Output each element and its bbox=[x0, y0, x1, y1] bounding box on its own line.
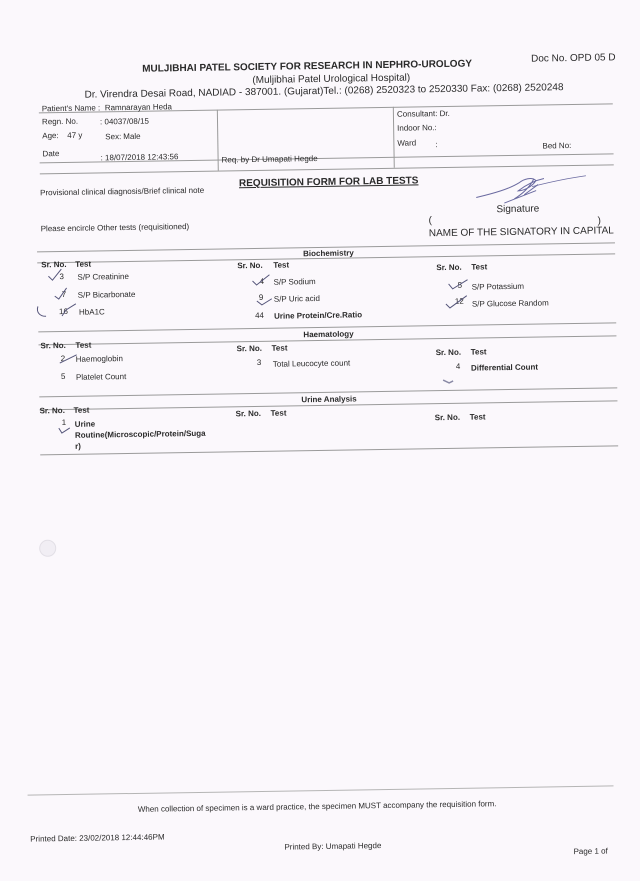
footer-note: When collection of specimen is a ward practice, the specimen MUST accompany the requisition form. bbox=[137, 799, 497, 814]
requested-by: Req. by Dr Umapati Hegde bbox=[221, 154, 318, 165]
col-header-sr: Sr. No. bbox=[41, 259, 67, 270]
other-tests-note: Please encircle Other tests (requisitioned) bbox=[40, 222, 190, 234]
test-name: S/P Potassium bbox=[471, 281, 525, 292]
test-name: Haemoglobin bbox=[75, 354, 123, 364]
col-header-test: Test bbox=[75, 340, 92, 350]
col-header-test: Test bbox=[75, 259, 92, 269]
hospital-name: (Muljibhai Patel Urological Hospital) bbox=[252, 72, 411, 87]
indoor-number: Indoor No.: bbox=[397, 123, 437, 133]
signature-label: Signature bbox=[496, 203, 540, 216]
test-name: r) bbox=[75, 441, 81, 451]
tick-mark-icon bbox=[47, 268, 63, 282]
col-header-test: Test bbox=[470, 347, 487, 357]
tick-mark-icon bbox=[256, 291, 276, 307]
test-name: Routine(Microscopic/Protein/Suga bbox=[74, 428, 206, 440]
col-header-sr: Sr. No. bbox=[39, 406, 65, 416]
signatory-label: NAME OF THE SIGNATORY IN CAPITAL bbox=[428, 225, 614, 240]
col-header-sr: Sr. No. bbox=[436, 262, 462, 273]
col-header-test: Test bbox=[270, 408, 287, 418]
sex-value: Male bbox=[123, 131, 141, 142]
test-name: S/P Bicarbonate bbox=[77, 289, 136, 300]
col-header-sr: Sr. No. bbox=[434, 412, 461, 423]
col-header-test: Test bbox=[469, 412, 486, 422]
test-name: HbA1C bbox=[78, 307, 105, 317]
ward-colon: : bbox=[435, 140, 438, 150]
col-header-test: Test bbox=[271, 343, 288, 353]
test-name: Platelet Count bbox=[75, 372, 127, 382]
footer-divider bbox=[28, 785, 614, 795]
diagnosis-label: Provisional clinical diagnosis/Brief clinical note bbox=[40, 185, 205, 198]
ward-label: Ward bbox=[397, 138, 417, 148]
regn-number: : 04037/08/15 bbox=[99, 116, 150, 127]
col-header-test: Test bbox=[273, 260, 290, 270]
tick-mark-icon bbox=[59, 351, 79, 367]
bed-number: Bed No: bbox=[542, 141, 572, 151]
tick-mark-icon bbox=[36, 302, 78, 321]
test-sr: 5 bbox=[60, 371, 66, 382]
test-name: Total Leucocyte count bbox=[272, 358, 351, 369]
col-header-sr: Sr. No. bbox=[236, 343, 262, 354]
age-label: Age: bbox=[42, 131, 59, 141]
test-name: S/P Sodium bbox=[273, 277, 316, 287]
test-sr: 12 bbox=[454, 296, 464, 306]
test-sr: 7 bbox=[61, 289, 67, 300]
test-sr: 9 bbox=[258, 292, 264, 302]
form-title: REQUISITION FORM FOR LAB TESTS bbox=[238, 175, 419, 190]
org-name: MULJIBHAI PATEL SOCIETY FOR RESEARCH IN NEPHRO-UROLOGY bbox=[142, 58, 473, 75]
test-sr: 16 bbox=[58, 306, 68, 317]
page-number: Page 1 of bbox=[573, 846, 608, 857]
tick-mark-icon bbox=[58, 424, 72, 436]
regn-label: Regn. No. bbox=[41, 116, 79, 127]
section-divider bbox=[40, 445, 618, 455]
doc-number: Doc No. OPD 05 D bbox=[530, 52, 616, 65]
test-sr: 3 bbox=[59, 272, 64, 282]
section-title-biochemistry: Biochemistry bbox=[303, 248, 354, 259]
test-name: S/P Uric acid bbox=[273, 293, 320, 304]
patient-name-label: Patient's Name : bbox=[41, 103, 101, 114]
test-name: Differential Count bbox=[470, 362, 539, 373]
tick-mark-icon bbox=[251, 273, 271, 287]
patient-name: Ramnarayan Heda bbox=[104, 102, 173, 113]
ink-mark-icon bbox=[441, 376, 455, 386]
sex-label: Sex: bbox=[105, 132, 122, 142]
col-header-sr: Sr. No. bbox=[237, 260, 263, 271]
divider bbox=[217, 110, 219, 171]
printed-date: Printed Date: 23/02/2018 12:44:46PM bbox=[30, 832, 165, 844]
section-title-haematology: Haematology bbox=[303, 329, 354, 340]
divider bbox=[393, 107, 395, 168]
test-sr: 4 bbox=[455, 361, 461, 371]
test-sr: 5 bbox=[457, 280, 463, 290]
consultant: Consultant: Dr. bbox=[396, 108, 450, 119]
col-header-test: Test bbox=[471, 262, 488, 272]
col-header-sr: Sr. No. bbox=[235, 408, 262, 419]
section-title-urine: Urine Analysis bbox=[301, 394, 357, 405]
punch-hole-icon bbox=[38, 538, 58, 558]
test-name: S/P Creatinine bbox=[77, 271, 129, 282]
signatory-paren-open: ( bbox=[428, 215, 433, 227]
printed-by: Printed By: Umapati Hegde bbox=[284, 841, 382, 852]
test-sr: 44 bbox=[254, 310, 265, 321]
tick-mark-icon bbox=[54, 287, 70, 301]
test-name: Urine bbox=[74, 419, 96, 429]
date-label: Date bbox=[42, 149, 60, 159]
hospital-address: Dr. Virendra Desai Road, NADIAD - 387001. (Gujarat)Tel.: (0268) 2520323 to 2520330 Fax: (0268) 2520248 bbox=[84, 82, 564, 101]
col-header-test: Test bbox=[73, 405, 90, 415]
date-value: : 18/07/2018 12:43:56 bbox=[100, 152, 179, 163]
age-value: 47 y bbox=[67, 130, 83, 140]
test-name: Urine Protein/Cre.Ratio bbox=[274, 310, 363, 321]
test-name: S/P Glucose Random bbox=[471, 298, 549, 309]
col-header-sr: Sr. No. bbox=[40, 340, 66, 351]
signatory-paren-close: ) bbox=[597, 215, 602, 227]
test-sr: 3 bbox=[256, 357, 262, 367]
test-sr: 2 bbox=[60, 353, 66, 364]
tick-mark-icon bbox=[445, 294, 469, 310]
col-header-sr: Sr. No. bbox=[435, 347, 462, 358]
tick-mark-icon bbox=[448, 278, 470, 292]
test-sr: 1 bbox=[61, 417, 67, 428]
test-sr: 4 bbox=[259, 276, 265, 286]
